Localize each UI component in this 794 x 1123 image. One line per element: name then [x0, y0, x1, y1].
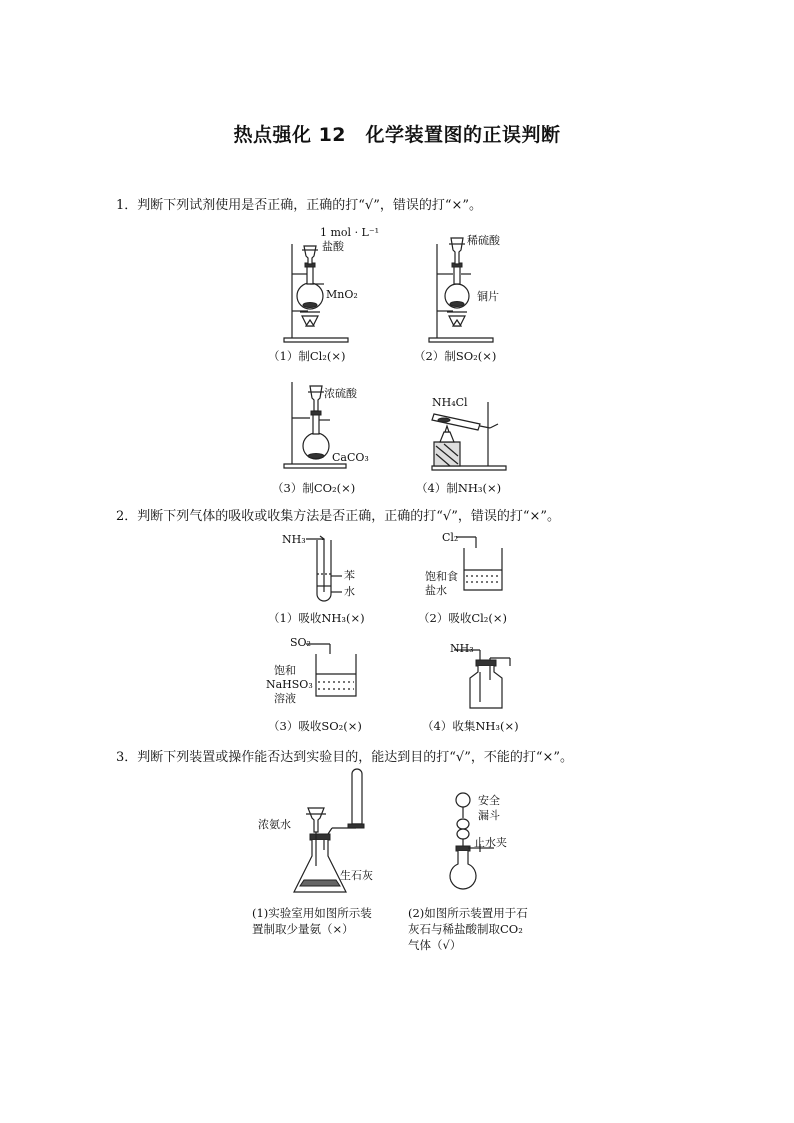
- label-mno2: MnO₂: [326, 288, 358, 301]
- caption-1-3: （3）制CO₂(×): [272, 481, 356, 495]
- page-title: 热点强化 12 化学装置图的正误判断: [233, 124, 561, 146]
- note-3-2-line3: 气体（√）: [408, 938, 462, 952]
- caption-2-1: （1）吸收NH₃(×): [268, 611, 365, 625]
- label-nh3-gas-a: NH₃: [282, 533, 306, 546]
- absorb-so2-beaker: [300, 640, 370, 700]
- label-conc-ammonia: 浓氨水: [258, 818, 291, 831]
- label-so2-gas: SO₂: [290, 636, 311, 649]
- label-saturated-salt-1: 饱和食: [425, 570, 458, 583]
- label-saturated-salt-2: 盐水: [425, 584, 447, 597]
- label-cl2-gas: Cl₂: [442, 531, 459, 544]
- caption-2-2: （2）吸收Cl₂(×): [418, 611, 508, 625]
- label-quicklime: 生石灰: [340, 869, 373, 882]
- question-3-text: 3．判断下列装置或操作能否达到实验目的，能达到目的打“√”，不能的打“×”。: [116, 750, 574, 765]
- label-water: 水: [344, 585, 355, 598]
- label-nahso3: NaHSO₃: [266, 678, 313, 691]
- label-1mol-concentration: 1 mol · L⁻¹: [320, 226, 380, 239]
- note-3-2-line2: 灰石与稀盐酸制取CO₂: [408, 922, 523, 936]
- label-copper-sheet: 铜片: [477, 290, 499, 303]
- absorb-nh3-test-tube: [300, 530, 350, 605]
- label-dilute-sulfuric-acid: 稀硫酸: [467, 234, 500, 247]
- label-hydrochloric-acid: 盐酸: [322, 240, 344, 253]
- caption-1-2: （2）制SO₂(×): [414, 349, 497, 363]
- cl2-generation-apparatus: [280, 226, 360, 346]
- label-saturated: 饱和: [274, 664, 296, 677]
- note-3-1-line2: 置制取少量氨（×）: [252, 922, 354, 936]
- label-nh4cl: NH₄Cl: [432, 396, 468, 409]
- caption-2-3: （3）吸收SO₂(×): [268, 719, 362, 733]
- label-water-stop-clamp: 止水夹: [474, 836, 507, 849]
- caption-1-1: （1）制Cl₂(×): [268, 349, 346, 363]
- label-solution: 溶液: [274, 692, 296, 705]
- question-1-text: 1．判断下列试剂使用是否正确，正确的打“√”，错误的打“×”。: [116, 198, 483, 213]
- caption-2-4: （4）收集NH₃(×): [422, 719, 519, 733]
- note-3-2-line1: (2)如图所示装置用于石: [408, 906, 528, 920]
- note-3-1-line1: (1)实验室用如图所示装: [252, 906, 372, 920]
- label-concentrated-sulfuric-acid: 浓硫酸: [324, 387, 357, 400]
- label-benzene: 苯: [344, 569, 355, 582]
- label-nh3-gas-d: NH₃: [450, 642, 474, 655]
- label-caco3: CaCO₃: [332, 451, 369, 464]
- label-safety-funnel-2: 漏斗: [478, 809, 500, 822]
- question-2-text: 2．判断下列气体的吸收或收集方法是否正确，正确的打“√”，错误的打“×”。: [116, 509, 561, 524]
- caption-1-4: （4）制NH₃(×): [416, 481, 502, 495]
- label-safety-funnel-1: 安全: [478, 794, 500, 807]
